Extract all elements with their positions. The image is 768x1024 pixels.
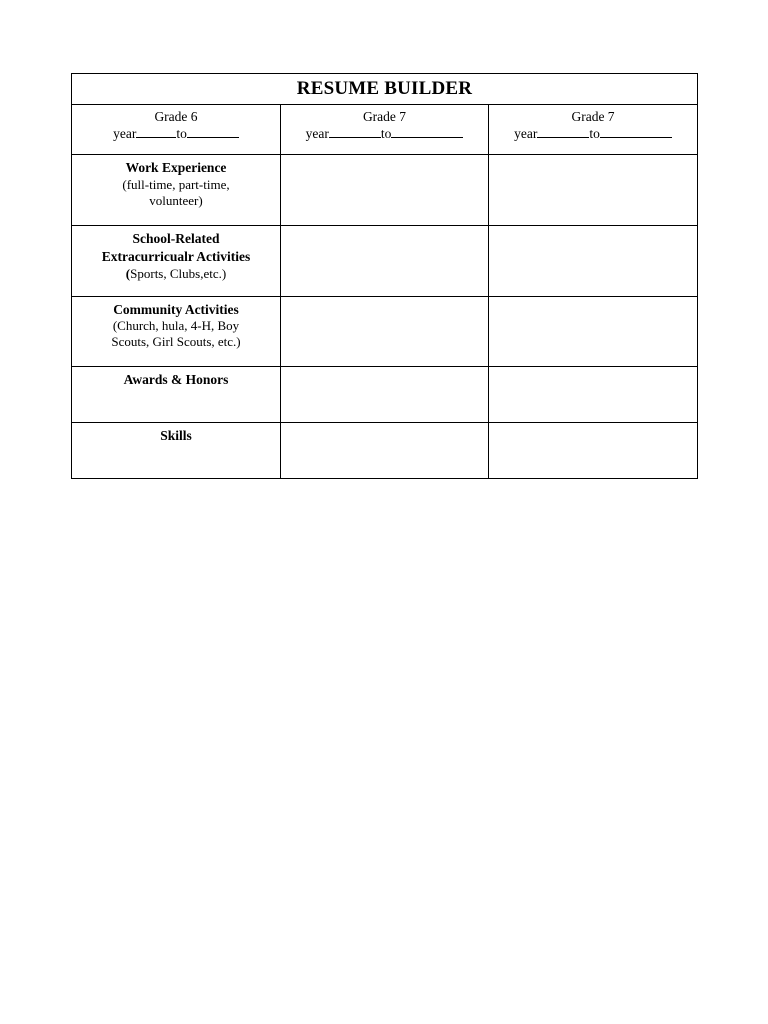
- entry-cell[interactable]: [489, 155, 698, 226]
- resume-builder-table: [71, 73, 698, 479]
- table-row-school-activities: [72, 226, 698, 297]
- grade-label: Grade 7: [571, 109, 615, 124]
- to-label: to: [380, 126, 392, 141]
- grade-label: Grade 6: [154, 109, 198, 124]
- grade-label: Grade 7: [362, 109, 407, 124]
- grade-header-cell: [489, 105, 698, 155]
- row-sublabel-prefix: (: [125, 266, 131, 281]
- year-range: [72, 125, 280, 142]
- table-row-community-activities: [72, 297, 698, 367]
- year-end-blank[interactable]: [391, 125, 463, 138]
- row-label-cell: [72, 155, 281, 226]
- table-title: RESUME BUILDER: [72, 74, 698, 105]
- entry-cell[interactable]: [281, 367, 489, 423]
- table-row-awards-honors: [72, 367, 698, 423]
- row-label-cell: [72, 297, 281, 367]
- year-start-blank[interactable]: [136, 125, 176, 138]
- entry-cell[interactable]: [281, 297, 489, 367]
- row-label-cell: [72, 226, 281, 297]
- grade-header-cell: [72, 105, 281, 155]
- year-label: year: [305, 126, 329, 141]
- to-label: to: [589, 126, 600, 141]
- entry-cell[interactable]: [281, 226, 489, 297]
- grade-header-row: [72, 105, 698, 155]
- row-label: Awards & Honors: [123, 372, 229, 387]
- row-sublabel-wrap: [72, 266, 280, 282]
- row-label: Work Experience: [125, 160, 227, 175]
- entry-cell[interactable]: [281, 155, 489, 226]
- year-end-blank[interactable]: [600, 125, 672, 138]
- grade-header-cell: [281, 105, 489, 155]
- row-label-cell: [72, 367, 281, 423]
- row-sublabel: (Church, hula, 4-H, Boy Scouts, Girl Scouts, etc.): [111, 318, 241, 349]
- year-range: [489, 125, 697, 142]
- table-row-work-experience: [72, 155, 698, 226]
- row-label: Skills: [160, 428, 192, 443]
- entry-cell[interactable]: [281, 423, 489, 479]
- year-start-blank[interactable]: [537, 125, 589, 138]
- row-sublabel: (full-time, part-time, volunteer): [122, 177, 230, 208]
- entry-cell[interactable]: [489, 423, 698, 479]
- year-label: year: [514, 126, 538, 141]
- row-label: School-Related Extracurricualr Activities: [101, 231, 251, 264]
- entry-cell[interactable]: [489, 297, 698, 367]
- year-label: year: [113, 126, 137, 141]
- year-range: [281, 125, 488, 142]
- table-row-skills: [72, 423, 698, 479]
- row-sublabel: Sports, Clubs,etc.): [130, 266, 227, 281]
- entry-cell[interactable]: [489, 226, 698, 297]
- entry-cell[interactable]: [489, 367, 698, 423]
- year-start-blank[interactable]: [329, 125, 381, 138]
- row-label: Community Activities: [113, 302, 239, 317]
- to-label: to: [176, 126, 187, 141]
- year-end-blank[interactable]: [187, 125, 239, 138]
- resume-builder-sheet: [71, 73, 697, 479]
- row-label-cell: [72, 423, 281, 479]
- title-row: [72, 74, 698, 105]
